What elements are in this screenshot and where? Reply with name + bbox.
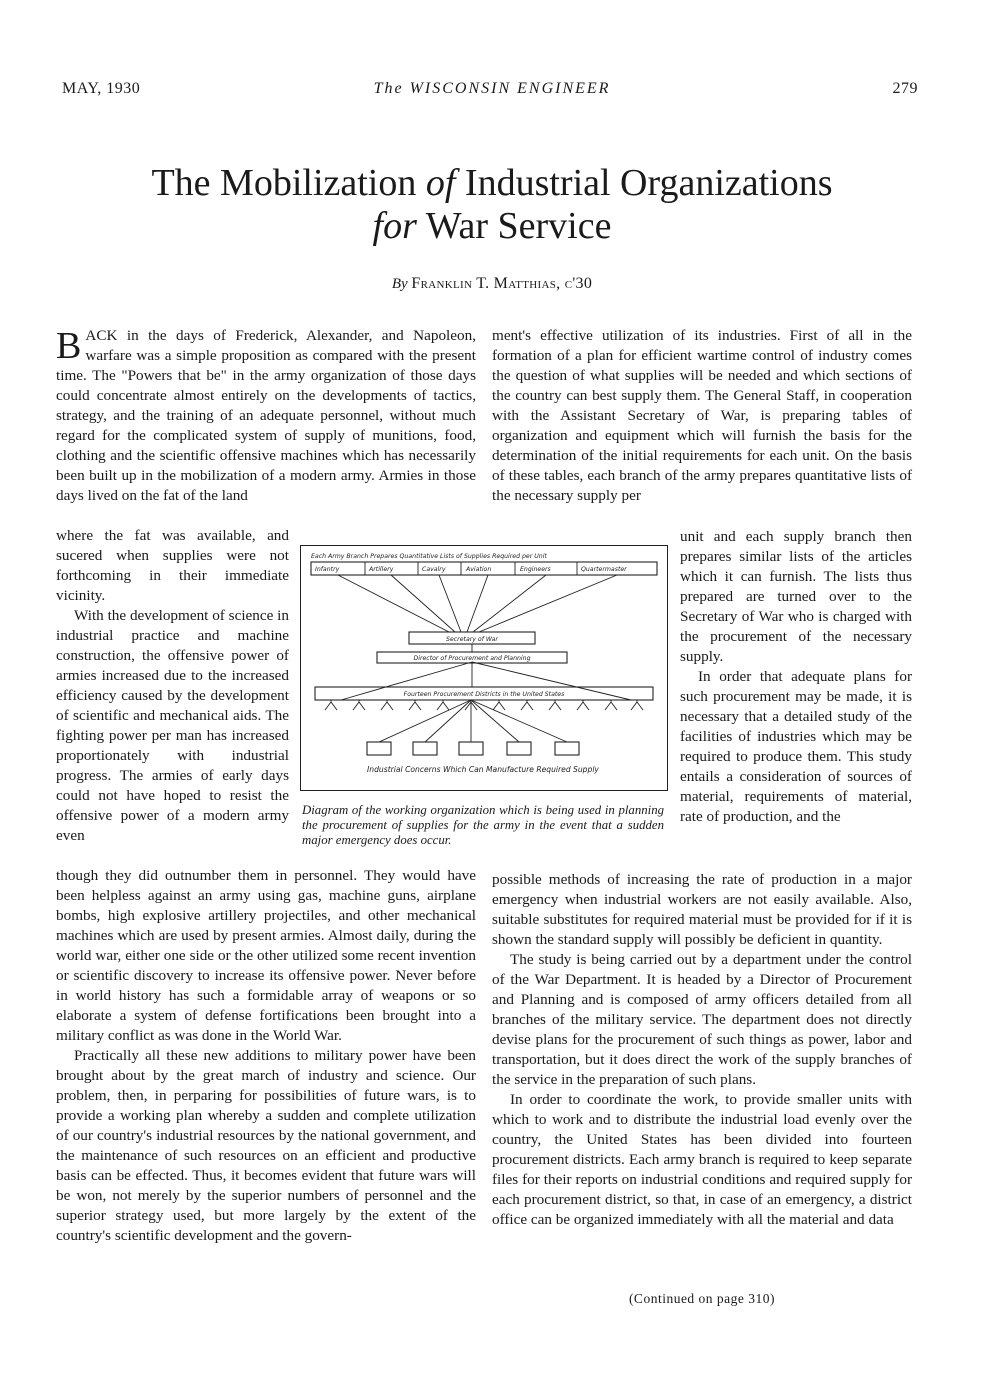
byline <box>0 275 984 293</box>
title-part-for: for <box>372 205 417 247</box>
right-bottom-paragraph-1: possible methods of increasing the rate of production in a major emergency when industrial workers are not easily available. Also, suitable substitutes for required material must be provided for if it is shown the standard supply will possibly be deficient in quantity. <box>492 871 912 948</box>
header-date: MAY, 1930 <box>62 80 141 97</box>
right-column-top <box>492 326 912 506</box>
title-part-2: Industrial Organizations <box>455 162 833 204</box>
right-bottom-paragraph-3: In order to coordinate the work, to provide smaller units with which to work and to distribute the industrial load evenly over the country, the United States has been divided into fourteen procurement districts. Each army branch is required to keep separate files for their reports on industrial conditions and required supply for each procurement district, so that, in case of an emergency, a district office can be organized immediately with all the material and data <box>492 1091 912 1228</box>
branch-engineers: Engineers <box>520 566 551 573</box>
diagram-top-label: Each Army Branch Prepares Quantitative Lists of Supplies Required per Unit <box>311 553 547 560</box>
districts-label: Fourteen Procurement Districts in the United States <box>403 691 565 698</box>
director-label: Director of Procurement and Planning <box>413 655 531 662</box>
branch-infantry: Infantry <box>315 566 340 573</box>
article-title <box>60 162 924 248</box>
left-column-side <box>56 526 289 846</box>
byline-by: By <box>391 276 412 292</box>
title-part-3: War Service <box>416 205 612 247</box>
left-column-top <box>56 326 476 506</box>
left-side-paragraph-1: where the fat was available, and sucered when supplies were not forthcoming in their immediate vicinity. <box>56 527 289 604</box>
figure-caption: Diagram of the working organization which is being used in planning the procurement of supplies for the army in the event that a sudden major emergency does occur. <box>302 803 664 847</box>
left-side-paragraph-2: With the development of science in industrial practice and machine construction, the offensive power of armies increased due to the increased efficiency caused by the development of scientific and mechanical aids. The fighting power per man has increased proportionately with industrial progress. The armies of early days could not have hoped to resist the offensive power of a modern army even <box>56 607 289 844</box>
industry-box-3 <box>459 742 483 755</box>
branch-aviation: Aviation <box>466 566 492 573</box>
diagram-bottom-label: Industrial Concerns Which Can Manufacture Required Supply <box>367 765 599 774</box>
title-part-of: of <box>425 162 456 204</box>
left-column-bottom <box>56 866 476 1246</box>
right-side-paragraph-2: In order that adequate plans for such procurement may be made, it is necessary that a detailed study of the facilities of industries which may be required to produce them. This study entails a consideration of sources of material, requirements of material, rate of production, and the <box>680 668 912 825</box>
industry-box-4 <box>507 742 531 755</box>
left-top-paragraph: ACK in the days of Frederick, Alexander, and Napoleon, warfare was a simple proposition as compared with the present time. The "Powers that be" in the army organization of those days could concentrate almost entirely on the developments of tactics, strategy, and the training of an adequate personnel, without much regard for the complicated system of supply of munitions, food, clothing and the scientific offensive machines which has necessarily been built up in the mobilization of a modern army. Armies in those days lived on the fat of the land <box>56 327 476 504</box>
header-magazine-title: The WISCONSIN ENGINEER <box>373 80 611 97</box>
right-column-side <box>680 527 912 827</box>
title-part-1: The Mobilization <box>151 162 426 204</box>
right-side-paragraph-1: unit and each supply branch then prepares similar lists of the articles which it can furnish. The lists thus prepared are turned over to the Secretary of War who is charged with the procurement of the necessary supply. <box>680 528 912 665</box>
right-top-paragraph: ment's effective utilization of its industries. First of all in the formation of a plan for efficient wartime control of industry comes the question of what supplies will be needed and which sections of the country can best supply them. The General Staff, in cooperation with the Assistant Secretary of War, is preparing tables of organization and equipment which will furnish the basis for the determination of the initial requirements for each unit. On the basis of these tables, each branch of the army prepares quantitative lists of the necessary supply per <box>492 327 912 504</box>
header-page-number: 279 <box>892 80 918 97</box>
industry-box-2 <box>413 742 437 755</box>
drop-cap: B <box>56 325 82 367</box>
secretary-label: Secretary of War <box>446 636 498 643</box>
organization-diagram <box>300 545 668 791</box>
byline-author: Franklin T. Matthias, c'30 <box>411 275 593 292</box>
branch-cavalry: Cavalry <box>422 566 446 573</box>
diagram-svg <box>301 546 667 790</box>
right-column-bottom <box>492 870 912 1230</box>
industry-box-1 <box>367 742 391 755</box>
left-bottom-paragraph-2: Practically all these new additions to military power have been brought about by the great march of industry and science. Our problem, then, in perparing for possibilities of future wars, is to provide a working plan whereby a sudden and complete utilization of our country's industrial resources by the national government, and the maintenance of such resources on an efficient and productive basis can be effected. Thus, it becomes evident that future wars will be won, not merely by the superior numbers of personnel and the superior strategy used, but more largely by the extent of the country's scientific development and the govern- <box>56 1047 476 1244</box>
branch-artillery: Artillery <box>369 566 394 573</box>
right-bottom-paragraph-2: The study is being carried out by a department under the control of the War Department. It is headed by a Director of Procurement and Planning and is composed of army officers detailed from all branches of the military service. The department does not directly devise plans for the procurement of such things as power, labor and transportation, but it does direct the work of the supply branches of the service in the preparation of such plans. <box>492 951 912 1088</box>
industry-box-5 <box>555 742 579 755</box>
branch-quartermaster: Quartermaster <box>581 566 627 573</box>
continued-note: (Continued on page 310) <box>628 1291 776 1306</box>
left-bottom-paragraph-1: though they did outnumber them in personnel. They would have been helpless against an army using gas, machine guns, airplane bombs, high explosive artillery projectiles, and other mechanical machines which are used by present armies. Almost daily, during the world war, either one side or the other utilized some recent invention or scientific discovery to increase its offensive power. Never before in world history has such a formidable array of weapons or so elaborate a system of defense fortifications been brought into a military conflict as was done in the World War. <box>56 867 476 1044</box>
